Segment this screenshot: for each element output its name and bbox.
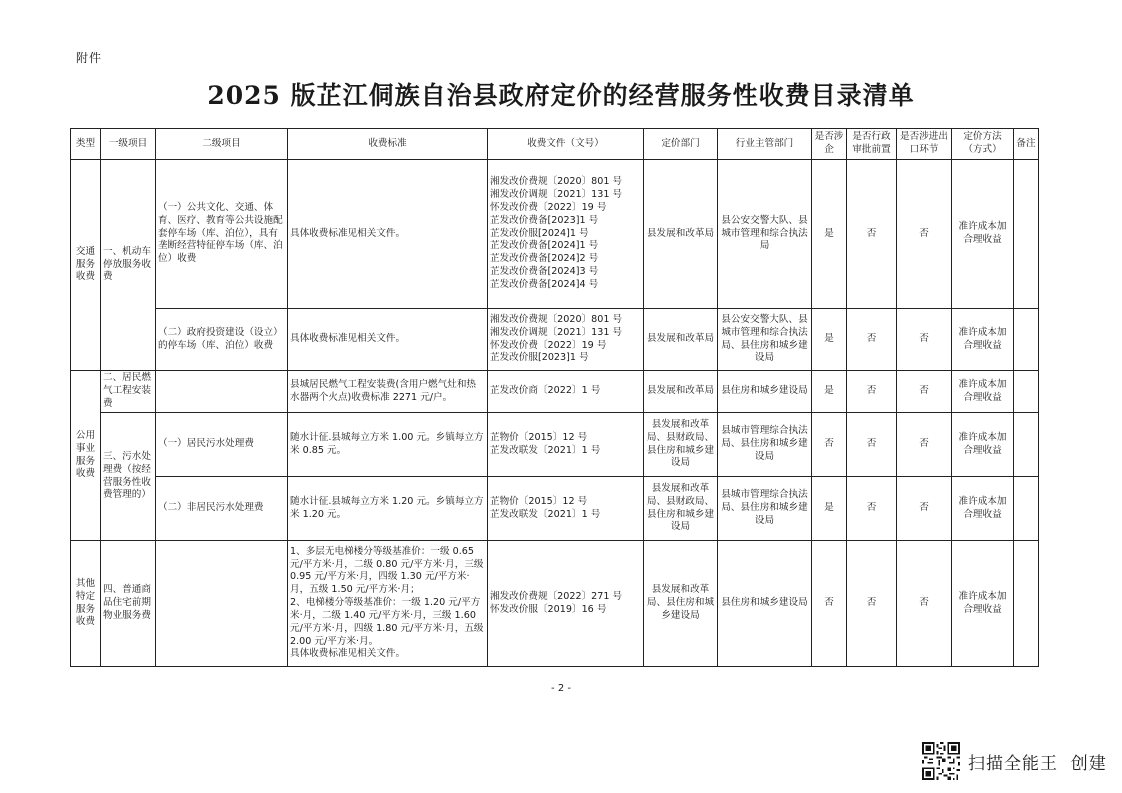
cell-level2 bbox=[156, 541, 288, 667]
page-number: - 2 - bbox=[551, 683, 571, 694]
cell-level2: （二）非居民污水处理费 bbox=[156, 477, 288, 541]
cell-involves-enterprise: 是 bbox=[812, 160, 847, 309]
cell-involves-enterprise: 否 bbox=[812, 541, 847, 667]
cell-admin-approval: 否 bbox=[847, 477, 897, 541]
cell-involves-enterprise: 是 bbox=[812, 371, 847, 413]
cell-import-export: 否 bbox=[897, 477, 952, 541]
cell-pricing-method: 准许成本加合理收益 bbox=[952, 477, 1014, 541]
cell-industry-dept: 县住房和城乡建设局 bbox=[718, 541, 812, 667]
cell-involves-enterprise: 是 bbox=[812, 309, 847, 371]
cell-standard: 具体收费标准见相关文件。 bbox=[288, 309, 488, 371]
qr-code-icon bbox=[922, 742, 960, 780]
header-admin-approval: 是否行政审批前置 bbox=[847, 129, 897, 160]
cell-remarks bbox=[1014, 371, 1039, 413]
header-involves-enterprise: 是否涉企 bbox=[812, 129, 847, 160]
header-document: 收费文件（文号） bbox=[488, 129, 644, 160]
cell-level1: 二、居民燃气工程安装费 bbox=[101, 371, 156, 413]
cell-industry-dept: 县公安交警大队、县城市管理和综合执法局 bbox=[718, 160, 812, 309]
cell-standard: 1、多层无电梯楼分等级基准价：一级 0.65 元/平方米·月，二级 0.80 元/平方米·月，三级 0.95 元/平方米·月，四级 1.30 元/平方米·月，五级 1.50 元/平方米·月； 2、电梯楼分等级基准价：一级 1.20 元/平方米·月，二级 1.40 元/平方米·月，三级 1.60 元/平方米·月，四级 1.80 元/平方米·月，五级 2.00 元/平方米·月。 具体收费标准见相关文件。 bbox=[288, 541, 488, 667]
cell-level2: （一）公共文化、交通、体育、医疗、教育等公共设施配套停车场（库、泊位），具有垄断经营特征停车场（库、泊位）收费 bbox=[156, 160, 288, 309]
cell-type: 交通服务收费 bbox=[71, 160, 101, 371]
cell-pricing-dept: 县发展和改革局、县财政局、县住房和城乡建设局 bbox=[644, 413, 718, 477]
cell-pricing-dept: 县发展和改革局、县住房和城乡建设局 bbox=[644, 541, 718, 667]
table-row bbox=[71, 371, 1039, 413]
cell-pricing-method: 准许成本加合理收益 bbox=[952, 541, 1014, 667]
table-row bbox=[71, 413, 1039, 477]
cell-admin-approval: 否 bbox=[847, 160, 897, 309]
cell-admin-approval: 否 bbox=[847, 371, 897, 413]
cell-level2 bbox=[156, 371, 288, 413]
cell-document: 芷物价〔2015〕12 号 芷发改联发〔2021〕1 号 bbox=[488, 413, 644, 477]
header-type: 类型 bbox=[71, 129, 101, 160]
cell-admin-approval: 否 bbox=[847, 309, 897, 371]
cell-standard: 县城居民燃气工程安装费(含用户燃气灶和热水器两个火点)收费标准 2271 元/户。 bbox=[288, 371, 488, 413]
cell-import-export: 否 bbox=[897, 371, 952, 413]
header-level2: 二级项目 bbox=[156, 129, 288, 160]
cell-remarks bbox=[1014, 309, 1039, 371]
cell-import-export: 否 bbox=[897, 309, 952, 371]
cell-document: 湘发改价费规〔2020〕801 号 湘发改价调规〔2021〕131 号 怀发改价费〔2022〕19 号 芷发改价费备[2023]1 号 芷发改价服[2024]1 号 芷发改价费备[2024]1 号 芷发改价费备[2024]2 号 芷发改价费备[2024]3 号 芷发改价费备[2024]4 号 bbox=[488, 160, 644, 309]
cell-industry-dept: 县城市管理综合执法局、县住房和城乡建设局 bbox=[718, 413, 812, 477]
fee-catalog-table bbox=[70, 128, 1039, 667]
cell-pricing-method: 准许成本加合理收益 bbox=[952, 413, 1014, 477]
header-import-export: 是否涉进出口环节 bbox=[897, 129, 952, 160]
cell-industry-dept: 县公安交警大队、县城市管理和综合执法局、县住房和城乡建设局 bbox=[718, 309, 812, 371]
scanner-watermark bbox=[922, 742, 1107, 780]
header-standard: 收费标准 bbox=[288, 129, 488, 160]
cell-pricing-dept: 县发展和改革局 bbox=[644, 160, 718, 309]
cell-level2: （二）政府投资建设（设立）的停车场（库、泊位）收费 bbox=[156, 309, 288, 371]
cell-level1: 三、污水处理费（按经营服务性收费管理的） bbox=[101, 413, 156, 541]
cell-involves-enterprise: 否 bbox=[812, 413, 847, 477]
cell-import-export: 否 bbox=[897, 413, 952, 477]
cell-involves-enterprise: 是 bbox=[812, 477, 847, 541]
cell-level1: 四、普通商品住宅前期物业服务费 bbox=[101, 541, 156, 667]
cell-pricing-method: 准许成本加合理收益 bbox=[952, 309, 1014, 371]
cell-document: 湘发改价费规〔2022〕271 号 怀发改价服〔2019〕16 号 bbox=[488, 541, 644, 667]
cell-standard: 具体收费标准见相关文件。 bbox=[288, 160, 488, 309]
cell-document: 芷发改价商〔2022〕1 号 bbox=[488, 371, 644, 413]
table-row bbox=[71, 541, 1039, 667]
table-header-row bbox=[71, 129, 1039, 160]
cell-type: 其他特定服务收费 bbox=[71, 541, 101, 667]
header-industry-dept: 行业主管部门 bbox=[718, 129, 812, 160]
cell-level1: 一、机动车停放服务收费 bbox=[101, 160, 156, 371]
cell-pricing-dept: 县发展和改革局 bbox=[644, 371, 718, 413]
cell-document: 湘发改价费规〔2020〕801 号 湘发改价调规〔2021〕131 号 怀发改价费〔2022〕19 号 芷发改价服[2023]1 号 bbox=[488, 309, 644, 371]
cell-pricing-dept: 县发展和改革局、县财政局、县住房和城乡建设局 bbox=[644, 477, 718, 541]
header-pricing-dept: 定价部门 bbox=[644, 129, 718, 160]
attachment-label: 附件 bbox=[76, 51, 103, 65]
cell-level2: （一）居民污水处理费 bbox=[156, 413, 288, 477]
cell-document: 芷物价〔2015〕12 号 芷发改联发〔2021〕1 号 bbox=[488, 477, 644, 541]
cell-pricing-method: 准许成本加合理收益 bbox=[952, 160, 1014, 309]
cell-pricing-dept: 县发展和改革局 bbox=[644, 309, 718, 371]
cell-industry-dept: 县住房和城乡建设局 bbox=[718, 371, 812, 413]
cell-remarks bbox=[1014, 541, 1039, 667]
cell-remarks bbox=[1014, 477, 1039, 541]
cell-admin-approval: 否 bbox=[847, 541, 897, 667]
cell-remarks bbox=[1014, 160, 1039, 309]
cell-import-export: 否 bbox=[897, 541, 952, 667]
table-row bbox=[71, 477, 1039, 541]
header-level1: 一级项目 bbox=[101, 129, 156, 160]
cell-type: 公用事业服务收费 bbox=[71, 371, 101, 541]
cell-standard: 随水计征.县城每立方米 1.20 元。乡镇每立方米 1.20 元。 bbox=[288, 477, 488, 541]
cell-industry-dept: 县城市管理综合执法局、县住房和城乡建设局 bbox=[718, 477, 812, 541]
cell-standard: 随水计征.县城每立方米 1.00 元。乡镇每立方米 0.85 元。 bbox=[288, 413, 488, 477]
cell-import-export: 否 bbox=[897, 160, 952, 309]
brand-text: 扫描全能王 创建 bbox=[968, 753, 1107, 774]
cell-admin-approval: 否 bbox=[847, 413, 897, 477]
table-row bbox=[71, 160, 1039, 309]
cell-remarks bbox=[1014, 413, 1039, 477]
header-pricing-method: 定价方法（方式） bbox=[952, 129, 1014, 160]
document-title: 2025 版芷江侗族自治县政府定价的经营服务性收费目录清单 bbox=[207, 81, 915, 110]
cell-pricing-method: 准许成本加合理收益 bbox=[952, 371, 1014, 413]
header-remarks: 备注 bbox=[1014, 129, 1039, 160]
table-row bbox=[71, 309, 1039, 371]
